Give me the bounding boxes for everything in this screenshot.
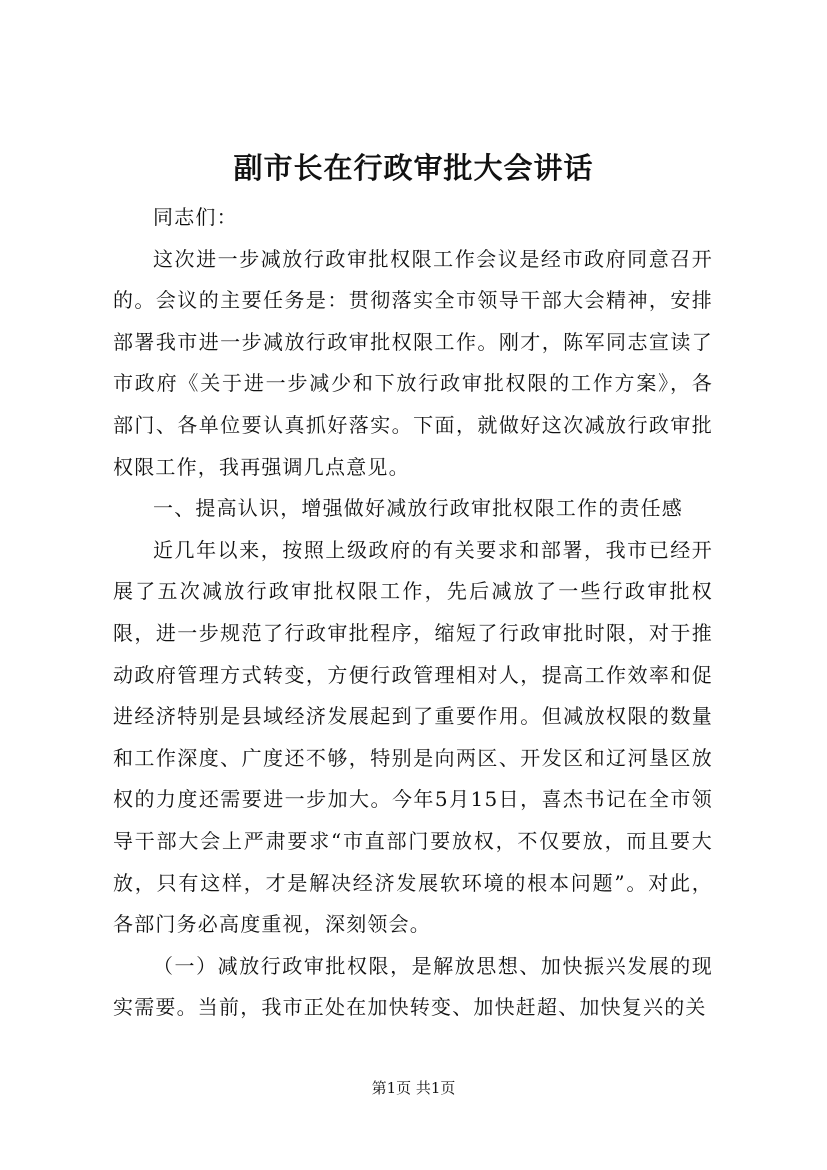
document-body — [113, 197, 713, 1029]
page-footer: 第1页 共1页 — [371, 1079, 456, 1097]
section-heading: 一、提高认识，增强做好减放行政审批权限工作的责任感 — [153, 496, 683, 521]
salutation-paragraph: 同志们： — [153, 205, 238, 229]
intro-paragraph: 这次进一步减放行政审批权限工作会议是经市政府同意召开的。会议的主要任务是：贯彻落实全市领导干部大会精神，安排部署我市进一步减放行政审批权限工作。刚才，陈军同志宣读了市政府《关于进一步减少和下放行政审批权限的工作方案》，各部门、各单位要认真抓好落实。下面，就做好这次减放行政审批权限工作，我再强调几点意见。 — [113, 246, 713, 479]
background-paragraph: 近几年以来，按照上级政府的有关要求和部署，我市已经开展了五次减放行政审批权限工作，先后减放了一些行政审批权限，进一步规范了行政审批程序，缩短了行政审批时限，对于推动政府管理方式转变，方便行政管理相对人，提高工作效率和促进经济特别是县域经济发展起到了重要作用。但减放权限的数量和工作深度、广度还不够，特别是向两区、开发区和辽河垦区放权的力度还需要进一步加大。今年5月15日，喜杰书记在全市领导干部大会上严肃要求“市直部门要放权，不仅要放，而且要大放，只有这样，才是解决经济发展软环境的根本问题”。对此，各部门务必高度重视，深刻领会。 — [113, 537, 713, 937]
document-title: 副市长在行政审批大会讲话 — [233, 151, 594, 185]
subsection-paragraph: （一）减放行政审批权限，是解放思想、加快振兴发展的现实需要。当前，我市正处在加快转变、加快赶超、加快复兴的关 — [113, 953, 713, 1020]
